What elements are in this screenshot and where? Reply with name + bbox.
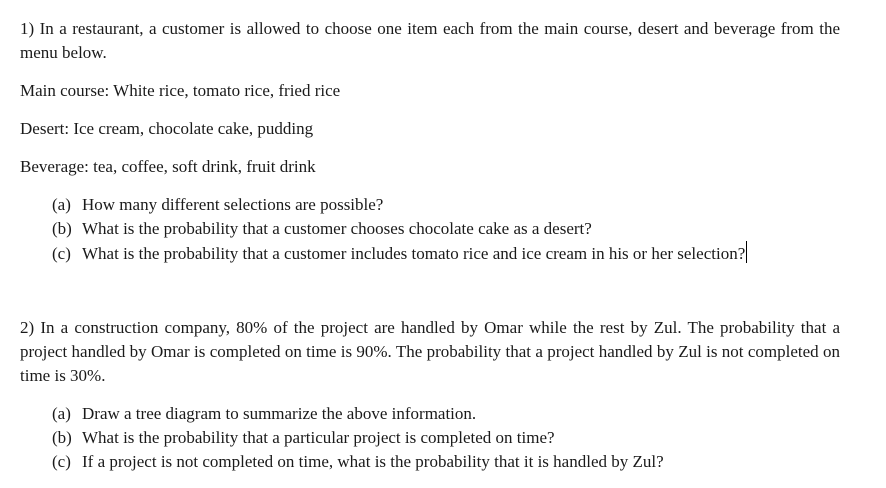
question-2-part-b bbox=[52, 426, 555, 450]
part-text: If a project is not completed on time, what is the probability that it is handled by Zul? bbox=[82, 452, 664, 471]
part-text: What is the probability that a customer includes tomato rice and ice cream in his or her selection? bbox=[82, 244, 746, 263]
part-tag: (c) bbox=[52, 452, 71, 471]
question-1-part-a bbox=[52, 193, 383, 217]
part-text: How many different selections are possible? bbox=[82, 195, 384, 214]
part-tag: (a) bbox=[52, 404, 71, 423]
question-1-intro: 1) In a restaurant, a customer is allowed to choose one item each from the main course, desert and beverage from the menu below. bbox=[20, 19, 840, 62]
part-tag: (b) bbox=[52, 428, 72, 447]
question-2-part-a bbox=[52, 402, 476, 426]
text-cursor bbox=[746, 241, 747, 263]
question-1-part-c bbox=[52, 241, 747, 266]
question-2-intro: 2) In a construction company, 80% of the project are handled by Omar while the rest by Zul. The probability that a project handled by Omar is completed on time is 90%. The probability that a project handled by Zul is not completed on time is 30%. bbox=[20, 318, 840, 385]
part-text: Draw a tree diagram to summarize the above information. bbox=[82, 404, 477, 423]
part-tag: (b) bbox=[52, 219, 72, 238]
beverage-line: Beverage: tea, coffee, soft drink, fruit drink bbox=[20, 157, 316, 176]
question-2-part-c bbox=[52, 450, 664, 474]
part-text: What is the probability that a customer chooses chocolate cake as a desert? bbox=[82, 219, 592, 238]
part-text: What is the probability that a particular project is completed on time? bbox=[82, 428, 555, 447]
desert-line: Desert: Ice cream, chocolate cake, pudding bbox=[20, 119, 314, 138]
part-tag: (a) bbox=[52, 195, 71, 214]
part-tag: (c) bbox=[52, 244, 71, 263]
question-1-part-b bbox=[52, 217, 592, 241]
main-course-line: Main course: White rice, tomato rice, fried rice bbox=[20, 81, 341, 100]
